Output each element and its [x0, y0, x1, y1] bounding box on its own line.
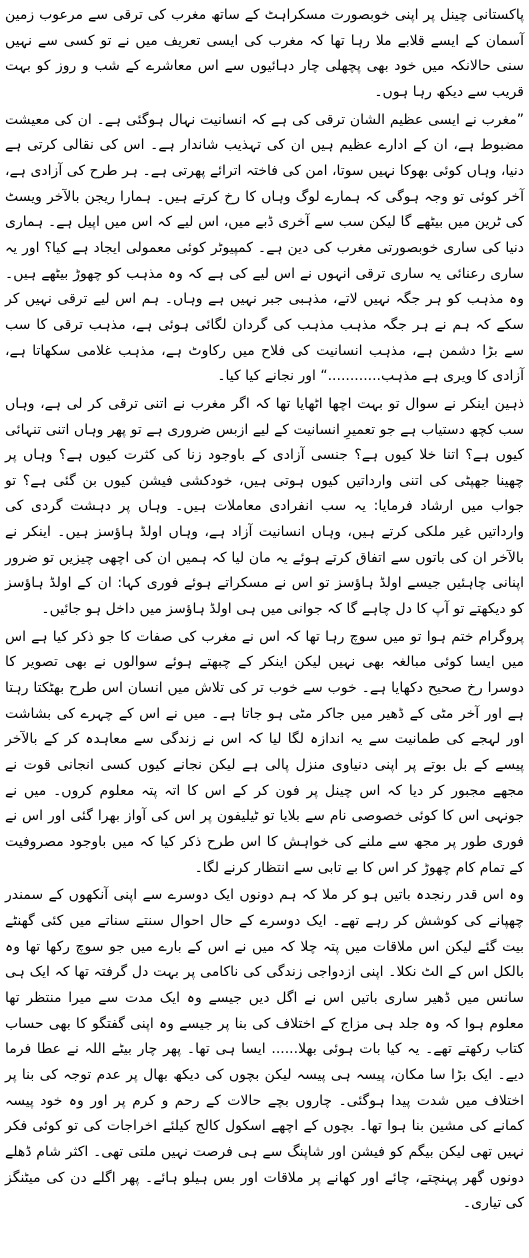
- article-paragraph-1: پاکستانی چینل پر اپنی خوبصورت مسکراہٹ کے ساتھ مغرب کی ترقی سے مرعوب زمین آسمان کے ایسے قلابے ملا رہا تھا کہ مغرب کی ایسی تعریف میں نے تو کسی سے نہیں سنی حالانکہ میں خود بھی پچھلی چار دہائیوں سے اس معاشرے کے شب و روز کو بہت قریب سے دیکھ رہا ہوں۔: [5, 7, 524, 100]
- article-paragraph-5: وہ اس قدر رنجدہ باتیں ہو کر ملا کہ ہم دونوں ایک دوسرے سے اپنی آنکھوں کے سمندر چھپانے کی کوشش کر رہے تھے۔ ایک دوسرے کے حال احوال سنتے سناتے میں کئی گھنٹے بیت گئے لیکن اس ملاقات میں پتہ چلا کہ میں نے اس کے بارے میں جو سوچ رکھا تھا وہ بالکل اس کے الٹ نکلا۔ اپنی ازدواجی زندگی کی ناکامی پر بہت دل گرفتہ تھا کہ ایک ہی سانس میں ڈھیر ساری باتیں اس نے اگل دیں جیسے وہ ایک مدت سے میرا منتظر تھا معلوم ہوا کہ وہ جلد ہی مزاج کے اختلاف کی بنا پر جیسے وہ اپنی گفتگو کا بھی حساب کتاب رکھتے تھے۔ یہ کیا بات ہوئی بھلا...... ایسا ہی تھا۔ پھر چار بیٹے اللہ نے عطا فرما دیے۔ ایک بڑا سا مکان، پیسہ ہی پیسہ لیکن بچوں کی دیکھ بھال پر عدم توجہ کی بنا پر اختلاف میں شدت پیدا ہوگئی۔ چاروں بچے حالات کے رحم و کرم پر اور وہ خود پیسہ کمانے کی مشین بنا ہوا تھا۔ بچوں کے اچھے اسکول کالج کیلئے اخراجات کی تو کوئی فکر نہیں تھی لیکن بیگم کو فیشن اور شاپنگ سے ہی فرصت نہیں ملتی تھی۔ اکثر شام ڈھلے دونوں گھر پہنچتے، چائے اور کھانے پر ملاقات اور بس ہیلو ہائے۔ پھر اگلے دن کی میٹنگز کی تیاری۔: [5, 887, 524, 1212]
- article-paragraph-2: ”مغرب نے ایسی عظیم الشان ترقی کی ہے کہ انسانیت نہال ہوگئی ہے۔ ان کی معیشت مضبوط ہے، ان کے ادارے عظیم ہیں ان کی تہذیب شاندار ہے۔ اس کی نقالی کرتی ہے دنیا، وہاں کوئی بھوکا نہیں سوتا، امن کی فاختہ اترائے پھرتی ہے۔ ہر طرح کی آزادی ہے، آخر کوئی تو وجہ ہوگی کہ ہمارے لوگ وہاں کا رخ کرتے ہیں۔ ہمارا ریجن بالآخر ویسٹ کی ٹرین میں بیٹھے گا لیکن سب سے آخری ڈبے میں، اس لیے کہ اس میں اپیل ہے۔ ہماری دنیا کی ساری خوبصورتی مغرب کی دین ہے۔ کمپیوٹر کوئی معمولی ایجاد ہے کیا؟ اور یہ ساری رعنائی یہ ساری ترقی انہوں نے اس لیے کی ہے کہ وہ مذہب کو چھوڑ بیٹھے ہیں۔ وہ مذہب کو ہر جگہ نہیں لاتے، مذہبی جبر نہیں ہے وہاں۔ ہم اس لیے ترقی نہیں کر سکے کہ ہم نے ہر جگہ مذہب مذہب کی گردان لگائی ہوئی ہے، مذہب ترقی کا سب سے بڑا دشمن ہے، مذہب انسانیت کی فلاح میں رکاوٹ ہے، مذہب غلامی سکھاتا ہے، آزادی کا ویری ہے مذہب............“ اور نجانے کیا کیا۔: [5, 111, 524, 385]
- article-paragraph-3: ذہین اینکر نے سوال تو بہت اچھا اٹھایا تھا کہ اگر مغرب نے اتنی ترقی کر لی ہے، وہاں سب کچھ دستیاب ہے جو تعمیرِ انسانیت کے لیے ازبس ضروری ہے تو پھر وہاں اتنی تنہائی کیوں ہے؟ اتنا خلا کیوں ہے؟ جنسی آزادی کے باوجود زنا کی کثرت کیوں ہے؟ وہاں پر چھینا جھپٹی کی اتنی وارداتیں کیوں ہوتی ہیں، خودکشی فیشن کیوں بن گئی ہے؟ تو جواب میں ارشاد فرمایا: یہ سب انفرادی معاملات ہیں۔ وہاں پر دہشت گردی کی وارداتیں غیر ملکی کرتے ہیں، وہاں انسانیت آزاد ہے، وہاں اولڈ ہاؤسز ہیں۔ اینکر نے بالآخر ان کی باتوں سے اتفاق کرتے ہوئے یہ مان لیا کہ ہمیں ان کی اچھی چیزیں تو ضرور اپنانی چاہئیں جیسے اولڈ ہاؤسز تو اس نے مسکراتے ہوئے فوری کہا: ان کے اولڈ ہاؤسز کو دیکھتے تو آپ کا دل چاہے گا کہ جوانی میں ہی اولڈ ہاؤسز میں داخل ہو جائیں۔: [5, 395, 524, 618]
- article-paragraph-4: پروگرام ختم ہوا تو میں سوچ رہا تھا کہ اس نے مغرب کی صفات کا جو ذکر کیا ہے اس میں ایسا کوئی مبالغہ بھی نہیں لیکن اینکر کے چبھتے ہوئے سوالوں نے بھی تصویر کا دوسرا رخ صحیح دکھایا ہے۔ خوب سے خوب تر کی تلاش میں انسان اس طرح بھٹکتا رہتا ہے اور آخر مٹی کے ڈھیر میں جاکر مٹی ہو جاتا ہے۔ میں نے اس کے چہرے کی بشاشت اور لہجے کی طمانیت سے یہ اندازہ لگا لیا کہ اس نے زندگی سے معاہدہ کر کے بالآخر پیسے کے بل بوتے پر اپنی دنیاوی منزل پالی ہے لیکن نجانے کیوں کسی انجانی قوت نے مجھے مجبور کر دیا کہ اس چینل پر فون کر کے اس کا اتہ پتہ معلوم کروں۔ میں نے جونہی اس کا کوئی خصوصی نام سے بلایا تو ٹیلیفون پر اس کی آواز بھرا گئی اور اس نے فوری طور پر مجھ سے ملنے کی خواہش کا اس طرح ذکر کیا کہ میں باوجود مصروفیت کے تمام کام چھوڑ کر اس کا بے تابی سے انتظار کرنے لگا۔: [5, 628, 524, 876]
